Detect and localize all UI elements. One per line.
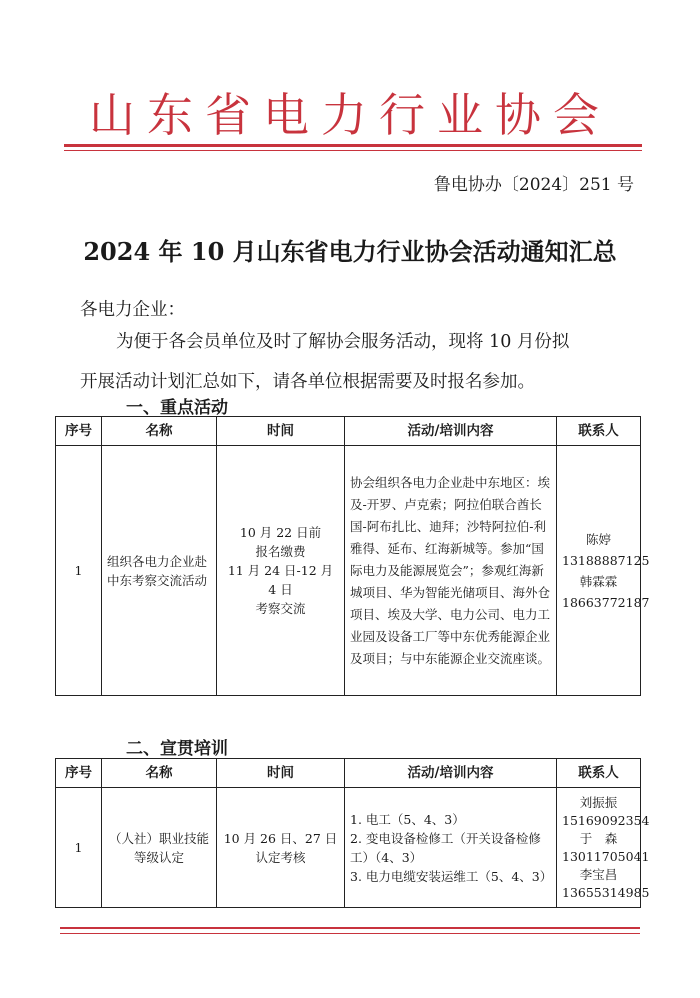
section-heading-key-activities: 一、重点活动	[126, 398, 228, 418]
row-seq: 1	[56, 788, 102, 908]
table-row	[56, 446, 641, 696]
content-line: 2. 变电设备检修工（开关设备检修工）（4、3）	[350, 830, 541, 865]
time-line: 考察交流	[255, 601, 306, 616]
section-heading-training: 二、宣贯培训	[126, 739, 228, 759]
contact-name: 李宝昌	[579, 866, 618, 882]
table-row	[56, 788, 641, 908]
table-header-row	[56, 759, 641, 788]
contact-phone: 18663772187	[562, 594, 650, 610]
contact-phone: 13188887125	[562, 552, 650, 568]
time-line: 11 月 24 日-12 月 4 日	[227, 563, 334, 597]
contact-phone: 13655314985	[562, 884, 650, 900]
row-contacts	[557, 788, 650, 908]
header-name: 名称	[102, 759, 217, 788]
row-seq: 1	[56, 446, 102, 696]
training-table	[55, 758, 650, 908]
header-seq: 序号	[56, 759, 102, 788]
red-rule-thick	[64, 144, 642, 147]
intro-paragraph	[80, 322, 650, 402]
row-content	[345, 788, 557, 908]
footer-rule-thick	[60, 927, 640, 929]
time-line: 报名缴费	[255, 544, 306, 559]
intro-line-1: 为便于各会员单位及时了解协会服务活动，现将 10 月份拟	[116, 332, 570, 352]
row-contacts	[557, 446, 650, 696]
table-header-row	[56, 417, 641, 446]
time-line: 10 月 26 日、27 日	[223, 830, 338, 846]
content-line: 1. 电工（5、4、3）	[350, 811, 465, 827]
header-content: 活动/培训内容	[345, 759, 557, 788]
red-rule-thin	[64, 150, 642, 151]
header-seq: 序号	[56, 417, 102, 446]
footer-rule-thin	[60, 933, 640, 934]
salutation: 各电力企业：	[80, 300, 185, 320]
header-time: 时间	[217, 417, 345, 446]
key-activities-table	[55, 416, 650, 696]
contact-name: 刘振振	[579, 794, 618, 810]
doc-title: 2024 年 10 月山东省电力行业协会活动通知汇总	[83, 237, 617, 266]
org-title: 山东省电力行业协会	[89, 88, 611, 142]
time-line: 认定考核	[255, 849, 306, 865]
intro-line-2: 开展活动计划汇总如下，请各单位根据需要及时报名参加。	[80, 372, 535, 392]
contact-name: 陈婷	[585, 531, 611, 547]
contact-phone: 13011705041	[562, 848, 650, 864]
header-contact: 联系人	[557, 759, 641, 788]
time-line: 10 月 22 日前	[239, 525, 322, 540]
contact-name: 韩霖霖	[579, 573, 618, 589]
row-time	[217, 788, 345, 908]
header-content: 活动/培训内容	[345, 417, 557, 446]
contact-phone: 15169092354	[562, 812, 650, 828]
row-name: （人社）职业技能等级认定	[102, 788, 217, 908]
header-name: 名称	[102, 417, 217, 446]
row-name: 组织各电力企业赴中东考察交流活动	[102, 446, 217, 696]
contact-name: 于 森	[579, 830, 618, 846]
doc-number: 鲁电协办〔2024〕251 号	[433, 175, 634, 195]
row-time	[217, 446, 345, 696]
header-contact: 联系人	[557, 417, 641, 446]
header-time: 时间	[217, 759, 345, 788]
content-line: 3. 电力电缆安装运维工（5、4、3）	[350, 868, 553, 884]
row-content: 协会组织各电力企业赴中东地区：埃及-开罗、卢克索；阿拉伯联合酋长国-阿布扎比、迪拜；沙特阿拉伯-利雅得、延布、红海新城等。参加“国际电力及能源展览会”；参观红海新城项目、华为智能光储项目、海外仓项目、埃及大学、电力公司、电力工业园及设备工厂等中东优秀能源企业及项目；与中东能源企业交流座谈。	[345, 446, 557, 696]
